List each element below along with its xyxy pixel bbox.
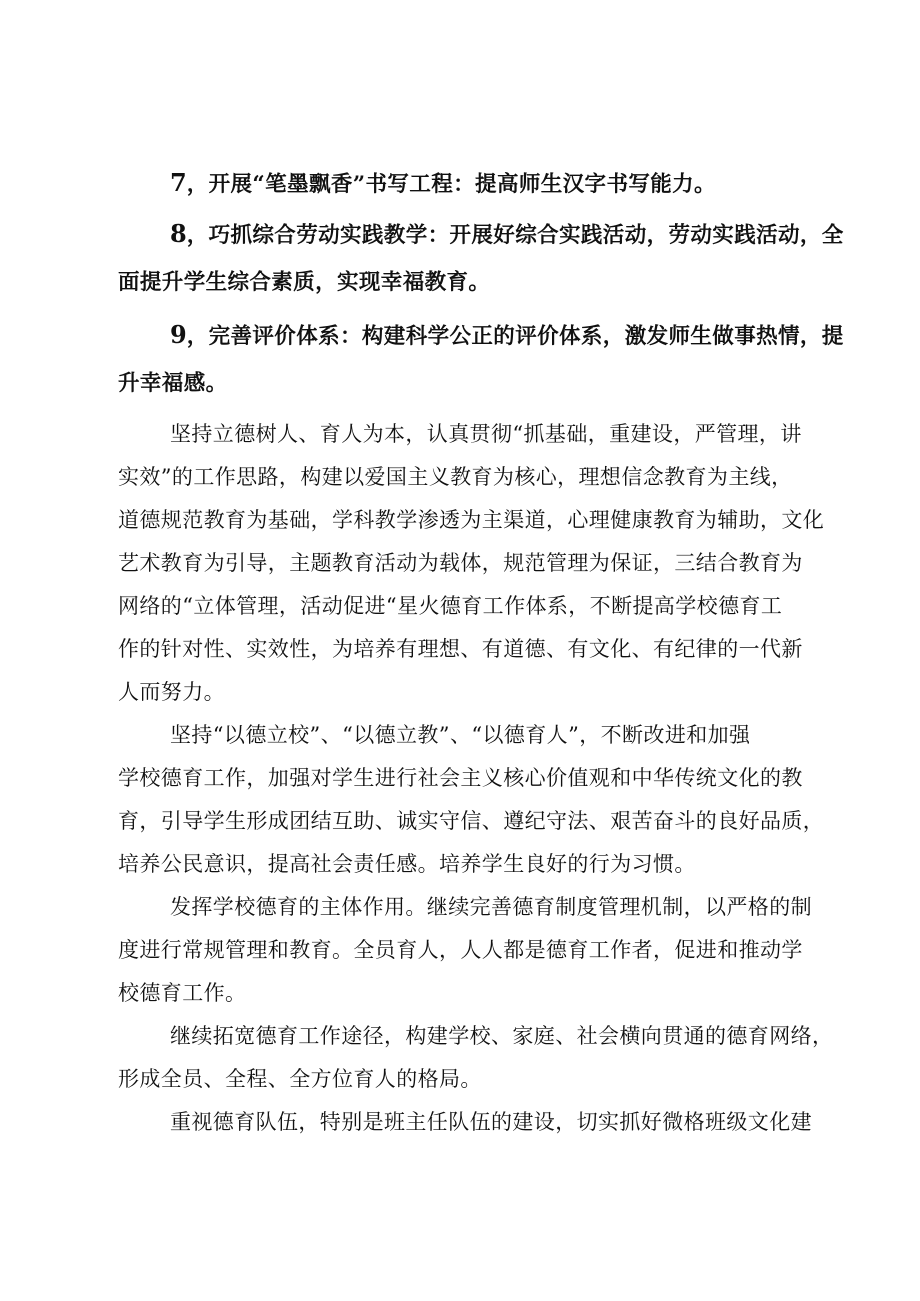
item-number: 9 xyxy=(170,320,187,349)
paragraph-1-line-1: 坚持立德树人、育人为本，认真贯彻“抓基础，重建设，严管理，讲 xyxy=(170,422,802,446)
paragraph-3-line-1: 发挥学校德育的主体作用。继续完善德育制度管理机制，以严格的制 xyxy=(170,895,812,919)
numbered-item-8-line-1 xyxy=(170,219,844,251)
paragraph-5-line-1: 重视德育队伍，特别是班主任队伍的建设，切实抓好微格班级文化建 xyxy=(170,1110,812,1134)
item-number: 7 xyxy=(170,168,187,197)
item-text: ，巧抓综合劳动实践教学：开展好综合实践活动，劳动实践活动，全 xyxy=(186,223,844,248)
paragraph-1-line-3: 道德规范教育为基础，学科教学渗透为主渠道，心理健康教育为辅助，文化 xyxy=(118,508,825,532)
numbered-item-8-line-2: 面提升学生综合素质，实现幸福教育。 xyxy=(118,270,491,295)
item-text: ，开展“笔墨飘香”书写工程：提高师生汉字书写能力。 xyxy=(186,172,716,197)
numbered-item-7-line-1 xyxy=(170,168,716,200)
paragraph-3-line-3: 校德育工作。 xyxy=(118,981,247,1005)
paragraph-3-line-2: 度进行常规管理和教育。全员育人，人人都是德育工作者，促进和推动学 xyxy=(118,938,803,962)
item-number: 8 xyxy=(170,219,187,248)
item-text: ，完善评价体系：构建科学公正的评价体系，激发师生做事热情，提 xyxy=(186,324,844,349)
paragraph-1-line-5: 网络的“立体管理，活动促进“星火德育工作体系，不断提高学校德育工 xyxy=(118,594,783,618)
paragraph-4-line-1: 继续拓宽德育工作途径，构建学校、家庭、社会横向贯通的德育网络， xyxy=(170,1024,834,1048)
paragraph-1-line-2: 实效”的工作思路，构建以爱国主义教育为核心，理想信念教育为主线， xyxy=(118,465,793,489)
paragraph-4-line-2: 形成全员、全程、全方位育人的格局。 xyxy=(118,1067,482,1091)
numbered-item-9-line-2: 升幸福感。 xyxy=(118,371,228,396)
paragraph-1-line-4: 艺术教育为引导，主题教育活动为载体，规范管理为保证，三结合教育为 xyxy=(118,551,803,575)
paragraph-2-line-1: 坚持“以德立校”、“以德立教”、“以德育人”，不断改进和加强 xyxy=(170,723,751,747)
paragraph-1-line-6: 作的针对性、实效性，为培养有理想、有道德、有文化、有纪律的一代新 xyxy=(118,637,803,661)
paragraph-2-line-4: 培养公民意识，提高社会责任感。培养学生良好的行为习惯。 xyxy=(118,852,696,876)
paragraph-1-line-7: 人而努力。 xyxy=(118,680,225,704)
paragraph-2-line-2: 学校德育工作，加强对学生进行社会主义核心价值观和中华传统文化的教 xyxy=(118,766,803,790)
paragraph-2-line-3: 育，引导学生形成团结互助、诚实守信、遵纪守法、艰苦奋斗的良好品质， xyxy=(118,809,825,833)
numbered-item-9-line-1 xyxy=(170,320,844,352)
